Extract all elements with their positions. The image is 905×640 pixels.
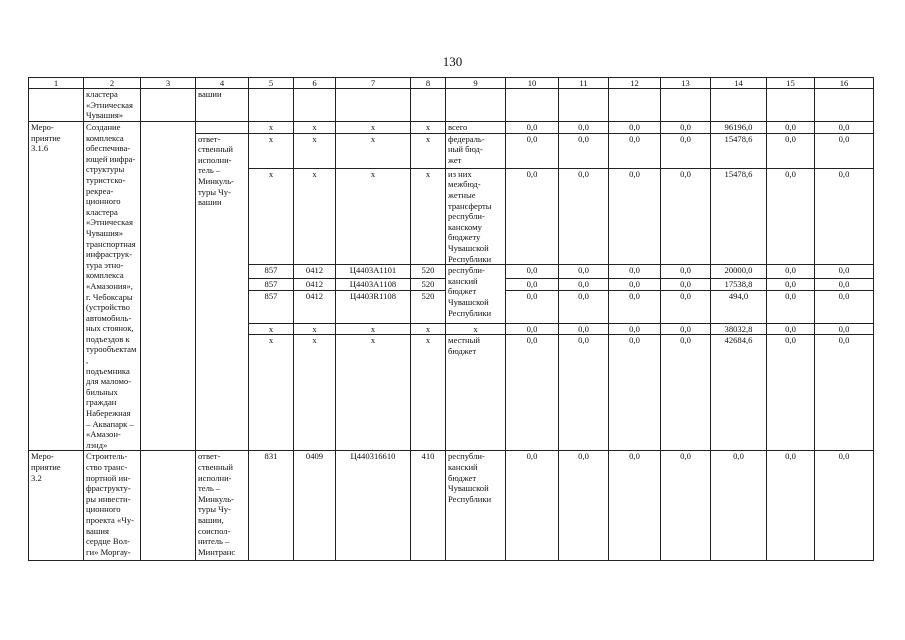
column-number: 11	[559, 78, 609, 89]
column-number: 3	[141, 78, 196, 89]
code-cell: x	[249, 133, 294, 168]
code-cell: x	[336, 335, 411, 451]
value-cell: 0,0	[609, 290, 661, 323]
table-row	[29, 451, 874, 561]
value-cell: 0,0	[609, 335, 661, 451]
code-cell: x	[336, 133, 411, 168]
code-cell: Ц4403А1101	[336, 265, 411, 279]
column-number: 9	[446, 78, 506, 89]
value-cell: 0,0	[506, 290, 559, 323]
event-316-description: Создание комплекса обеспечива- ющей инфра- структуры туристско- рекреа- ционного кластера «Этническая Чувашия» транспортная инфраструк- тура этно- комплекса «Амазония», г. Чебоксары (устройство автомобиль- ных стоянок, подъездов к турообъектам, подъемника для маломо- бильных граждан Набережная – Аквапарк – «Амазон- лэнд»	[84, 122, 141, 451]
value-cell: 0,0	[559, 335, 609, 451]
value-cell: 0,0	[661, 323, 711, 335]
value-cell: 0,0	[609, 122, 661, 134]
source-cell: местный бюджет	[446, 335, 506, 451]
value-cell: 0,0	[661, 133, 711, 168]
column-number: 13	[661, 78, 711, 89]
code-cell: 520	[411, 265, 446, 279]
code-cell: x	[411, 323, 446, 335]
value-cell: 0,0	[609, 168, 661, 264]
value-cell: 17538,8	[711, 279, 767, 291]
column-number: 15	[767, 78, 815, 89]
code-cell: 857	[249, 279, 294, 291]
value-cell: 0,0	[815, 290, 874, 323]
value-cell: 0,0	[506, 122, 559, 134]
value-cell: 0,0	[661, 290, 711, 323]
value-cell: 0,0	[559, 451, 609, 561]
carry-over-row	[29, 89, 874, 122]
value-cell: 0,0	[815, 335, 874, 451]
source-cell: всего	[446, 122, 506, 134]
code-cell: x	[336, 168, 411, 264]
value-cell: 0,0	[661, 335, 711, 451]
code-cell: Ц4403А1108	[336, 279, 411, 291]
value-cell: 494,0	[711, 290, 767, 323]
value-cell: 0,0	[609, 323, 661, 335]
value-cell: 0,0	[815, 265, 874, 279]
value-cell: 0,0	[767, 133, 815, 168]
column-number: 14	[711, 78, 767, 89]
value-cell: 0,0	[661, 451, 711, 561]
value-cell: 0,0	[559, 290, 609, 323]
column-number: 2	[84, 78, 141, 89]
value-cell: 0,0	[767, 335, 815, 451]
code-cell: x	[249, 323, 294, 335]
event-32-description: Строитель- ство транс- портной ин- фраструкту- ры инвести- ционного проекта «Чу- вашия сердце Вол- ги» Моргау-	[84, 451, 141, 561]
value-cell: 0,0	[506, 279, 559, 291]
source-cell: из них межбюд- жетные трансферты республи- канскому бюджету Чувашской Республики	[446, 168, 506, 264]
value-cell: 0,0	[767, 451, 815, 561]
code-cell: Ц4403R1108	[336, 290, 411, 323]
value-cell: 15478,6	[711, 133, 767, 168]
code-cell: 0409	[294, 451, 336, 561]
value-cell: 0,0	[767, 279, 815, 291]
value-cell: 0,0	[767, 168, 815, 264]
value-cell: 0,0	[559, 323, 609, 335]
code-cell: 857	[249, 265, 294, 279]
column-number: 6	[294, 78, 336, 89]
value-cell: 0,0	[661, 168, 711, 264]
column-number: 12	[609, 78, 661, 89]
value-cell: 0,0	[815, 451, 874, 561]
value-cell: 0,0	[661, 122, 711, 134]
value-cell: 0,0	[559, 133, 609, 168]
value-cell: 0,0	[559, 265, 609, 279]
carry-over-executor: вашии	[196, 89, 249, 122]
column-number: 7	[336, 78, 411, 89]
value-cell: 0,0	[815, 133, 874, 168]
code-cell: 0412	[294, 265, 336, 279]
code-cell: x	[249, 168, 294, 264]
table-row	[29, 122, 874, 134]
code-cell: x	[249, 122, 294, 134]
value-cell: 0,0	[559, 122, 609, 134]
code-cell: x	[411, 168, 446, 264]
value-cell: 0,0	[506, 323, 559, 335]
code-cell: 831	[249, 451, 294, 561]
value-cell: 0,0	[767, 265, 815, 279]
value-cell: 38032,8	[711, 323, 767, 335]
value-cell: 0,0	[661, 279, 711, 291]
carry-over-description: кластера «Этническая Чувашия»	[84, 89, 141, 122]
value-cell: 0,0	[506, 265, 559, 279]
code-cell: x	[294, 335, 336, 451]
code-cell: 0412	[294, 290, 336, 323]
code-cell: 520	[411, 279, 446, 291]
code-cell: x	[294, 122, 336, 134]
value-cell: 0,0	[711, 451, 767, 561]
value-cell: 0,0	[767, 122, 815, 134]
value-cell: 0,0	[609, 451, 661, 561]
column-number: 1	[29, 78, 84, 89]
code-cell: x	[336, 122, 411, 134]
value-cell: 0,0	[609, 133, 661, 168]
value-cell: 0,0	[815, 279, 874, 291]
source-cell: x	[446, 323, 506, 335]
code-cell: x	[336, 323, 411, 335]
value-cell: 0,0	[506, 451, 559, 561]
budget-table	[28, 77, 874, 561]
column-number: 8	[411, 78, 446, 89]
value-cell: 0,0	[559, 168, 609, 264]
value-cell: 0,0	[767, 290, 815, 323]
code-cell: x	[294, 168, 336, 264]
value-cell: 0,0	[815, 323, 874, 335]
code-cell: x	[249, 335, 294, 451]
value-cell: 0,0	[609, 265, 661, 279]
value-cell: 0,0	[506, 133, 559, 168]
column-number: 5	[249, 78, 294, 89]
event-32-label: Меро- приятие 3.2	[29, 451, 84, 561]
event-316-executor: ответ- ственный исполни- тель – Минкуль- туры Чу- вашии	[196, 133, 249, 451]
column-number: 10	[506, 78, 559, 89]
value-cell: 0,0	[661, 265, 711, 279]
code-cell: x	[411, 122, 446, 134]
code-cell: 410	[411, 451, 446, 561]
source-cell: республи- канский бюджет Чувашской Республики	[446, 451, 506, 561]
event-32-executor: ответ- ственный исполни- тель – Минкуль- туры Чу- вашии, соиспол- нитель – Минтранс	[196, 451, 249, 561]
column-number: 4	[196, 78, 249, 89]
code-cell: 857	[249, 290, 294, 323]
value-cell: 0,0	[815, 168, 874, 264]
value-cell: 0,0	[815, 122, 874, 134]
value-cell: 0,0	[506, 335, 559, 451]
code-cell: x	[294, 133, 336, 168]
event-316-label: Меро- приятие 3.1.6	[29, 122, 84, 451]
code-cell: x	[411, 335, 446, 451]
value-cell: 0,0	[767, 323, 815, 335]
value-cell: 20000,0	[711, 265, 767, 279]
code-cell: x	[411, 133, 446, 168]
code-cell: 520	[411, 290, 446, 323]
column-number: 16	[815, 78, 874, 89]
value-cell: 0,0	[506, 168, 559, 264]
value-cell: 96196,0	[711, 122, 767, 134]
value-cell: 0,0	[609, 279, 661, 291]
code-cell: Ц440316610	[336, 451, 411, 561]
column-number-row	[29, 78, 874, 89]
page-number: 130	[442, 54, 463, 69]
value-cell: 0,0	[559, 279, 609, 291]
code-cell: 0412	[294, 279, 336, 291]
source-cell: федераль- ный бюд- жет	[446, 133, 506, 168]
code-cell: x	[294, 323, 336, 335]
value-cell: 15478,6	[711, 168, 767, 264]
value-cell: 42684,6	[711, 335, 767, 451]
republic-budget-label: республи- канский бюджет Чувашской Республики	[446, 265, 506, 324]
